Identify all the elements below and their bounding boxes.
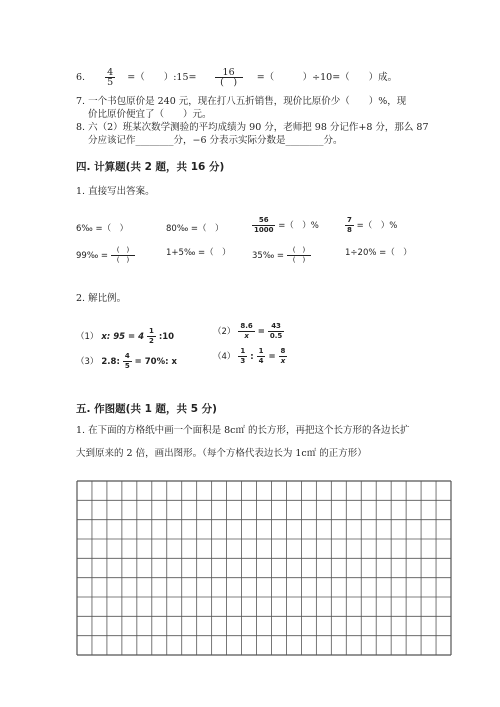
calc-6-permille: 6‰ =（ ） [76, 224, 129, 234]
proportion-3: （3） 2.8: $\frac{4}{5}$ = 70%: x [76, 352, 177, 370]
question-8-line-2: 分应该记作________分，−6 分表示实际分数是________分。 [88, 135, 343, 146]
section-4-q2-title: 2. 解比例。 [76, 293, 127, 304]
question-7-line-2: 价比原价便宜了（ ）元。 [88, 109, 212, 120]
proportion-1: （1） x: 95 = 4 $\frac{1}{2}$ :10 [76, 327, 175, 345]
section-5-title: 五. 作图题(共 1 题，共 5 分) [76, 403, 217, 415]
calc-80-permille: 80‰ =（ ） [166, 224, 224, 234]
section-4-title: 四. 计算题(共 2 题，共 16 分) [76, 161, 225, 173]
calc-1-div-20-percent: 1÷20% =（ ） [345, 248, 412, 258]
calc-56-over-1000: $\frac{56}{1000}$ =（ ）% [254, 216, 319, 234]
calc-7-over-8: $\frac{7}{8}$ =（ ）% [347, 216, 398, 234]
graph-paper-grid[interactable] [76, 480, 452, 656]
fraction-16-blank: $\frac{16}{( )}$ [215, 68, 243, 87]
question-7-line-1: 7. 一个书包原价是 240 元，现在打八五折销售，现价比原价少（ ）%，现 [76, 96, 407, 107]
proportion-2: （2） $\frac{8.6}{x}$ = $\frac{43}{0.5}$ [213, 322, 283, 340]
question-8-line-1: 8. 六（2）班某次数学测验的平均成绩为 90 分，老师把 98 分记作+8 分，那么 87 [76, 122, 429, 133]
section-5-q1-line-2: 大到原来的 2 倍，画出图形。（每个方格代表边长为 1c㎡ 的正方形） [76, 448, 367, 459]
section-4-q1-title: 1. 直接写出答案。 [76, 186, 155, 197]
calc-1-plus-5-permille: 1+5‰ =（ ） [166, 248, 231, 258]
fraction-4-5: $\frac{4}{5}$ [107, 67, 114, 88]
calc-99-permille: 99‰ = $\frac{( )}{( )}$ [76, 246, 135, 265]
section-5-q1-line-1: 1. 在下面的方格纸中画一个面积是 8c㎡ 的长方形，再把这个长方形的各边长扩 [76, 425, 410, 436]
proportion-4: （4） $\frac{1}{3}$ : $\frac{1}{4}$ = $\frac{8}{x}$ [213, 347, 286, 365]
calc-35-permille: 35‰ = $\frac{( )}{( )}$ [252, 246, 311, 265]
question-6: 6. $\frac{4}{5}$ =（ ）:15= $\frac{16}{( )}$ =（ ）÷10=（ ）成。 [76, 67, 398, 88]
